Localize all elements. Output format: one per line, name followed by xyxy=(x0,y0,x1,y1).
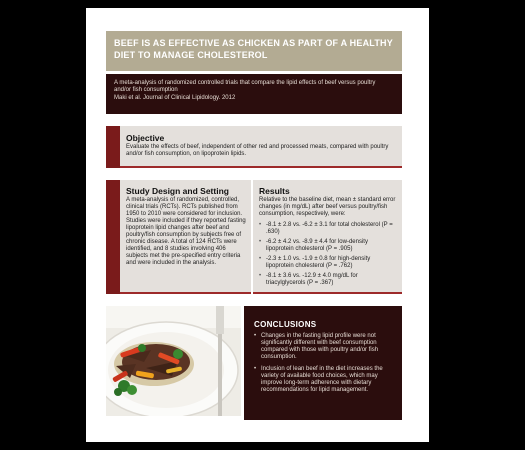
results-divider xyxy=(253,292,402,294)
objective-accent-bar xyxy=(106,126,120,168)
study-design-section xyxy=(106,180,251,294)
results-heading: Results xyxy=(259,186,290,196)
intro-band xyxy=(106,74,402,114)
results-list xyxy=(259,222,396,287)
objective-body: Evaluate the effects of beef, independent of other red and processed meats, compared with poultry and/or fish consumption, on lipoprotein lipids. xyxy=(126,144,389,157)
document-title: BEEF IS AS EFFECTIVE AS CHICKEN AS PART OF A HEALTHY DIET TO MANAGE CHOLESTEROL xyxy=(106,31,402,71)
study-heading: Study Design and Setting xyxy=(126,186,229,196)
objective-heading: Objective xyxy=(126,133,165,143)
objective-content xyxy=(126,133,396,158)
conclusions-heading: CONCLUSIONS xyxy=(254,320,317,329)
intro-text: A meta-analysis of randomized controlled trials that compare the lipid effects of beef versus poultry and/or fish consumption xyxy=(114,80,376,93)
conclusions-item: • Changes in the fasting lipid profile were not significantly different with beef consumption compared with those with poultry and/or fish consumption. xyxy=(261,333,394,361)
results-item: • -6.2 ± 4.2 vs. -8.9 ± 4.4 for low-density lipoprotein cholesterol (P = .905) xyxy=(266,239,396,253)
study-body: A meta-analysis of randomized, controlled, clinical trials (RCTs). RCTs published from 1950 to 2010 were considered for inclusion. Studies were included if they reported fasting lipoprotein lipid changes after beef and poultry/fish consumption by subjects free of chronic disease. A total of 124 RCTs were identified, and 8 studies involving 406 subjects met the pre-specified entry criteria and were included in the analysis. xyxy=(126,197,246,266)
document-page xyxy=(86,8,429,442)
results-intro: Relative to the baseline diet, mean ± standard error changes (in mg/dL) after beef versus poultry/fish consumption, respectively, were: xyxy=(259,197,396,217)
conclusions-item: • Inclusion of lean beef in the diet increases the variety of available food choices, which may improve long-term adherence with dietary recommendations for lipid management. xyxy=(261,366,394,394)
study-divider xyxy=(120,292,251,294)
citation: Maki et al. Journal of Clinical Lipidology. 2012 xyxy=(114,95,236,101)
results-item: • -2.3 ± 1.0 vs. -1.9 ± 0.8 for high-density lipoprotein cholesterol (P = .762) xyxy=(266,256,396,270)
study-accent-bar xyxy=(106,180,120,294)
beef-stir-fry-photo xyxy=(106,306,241,416)
objective-section xyxy=(106,126,402,168)
objective-divider xyxy=(120,166,402,168)
results-item: • -8.1 ± 3.6 vs. -12.9 ± 4.0 mg/dL for triacylglycerols (P = .367) xyxy=(266,273,396,287)
beef-stir-fry-image xyxy=(106,306,241,416)
conclusions-section xyxy=(244,306,402,420)
study-content xyxy=(126,186,247,267)
results-item: • -8.1 ± 2.8 vs. -6.2 ± 3.1 for total cholesterol (P = .630) xyxy=(266,222,396,236)
results-section xyxy=(253,180,402,294)
conclusions-list xyxy=(254,333,394,394)
